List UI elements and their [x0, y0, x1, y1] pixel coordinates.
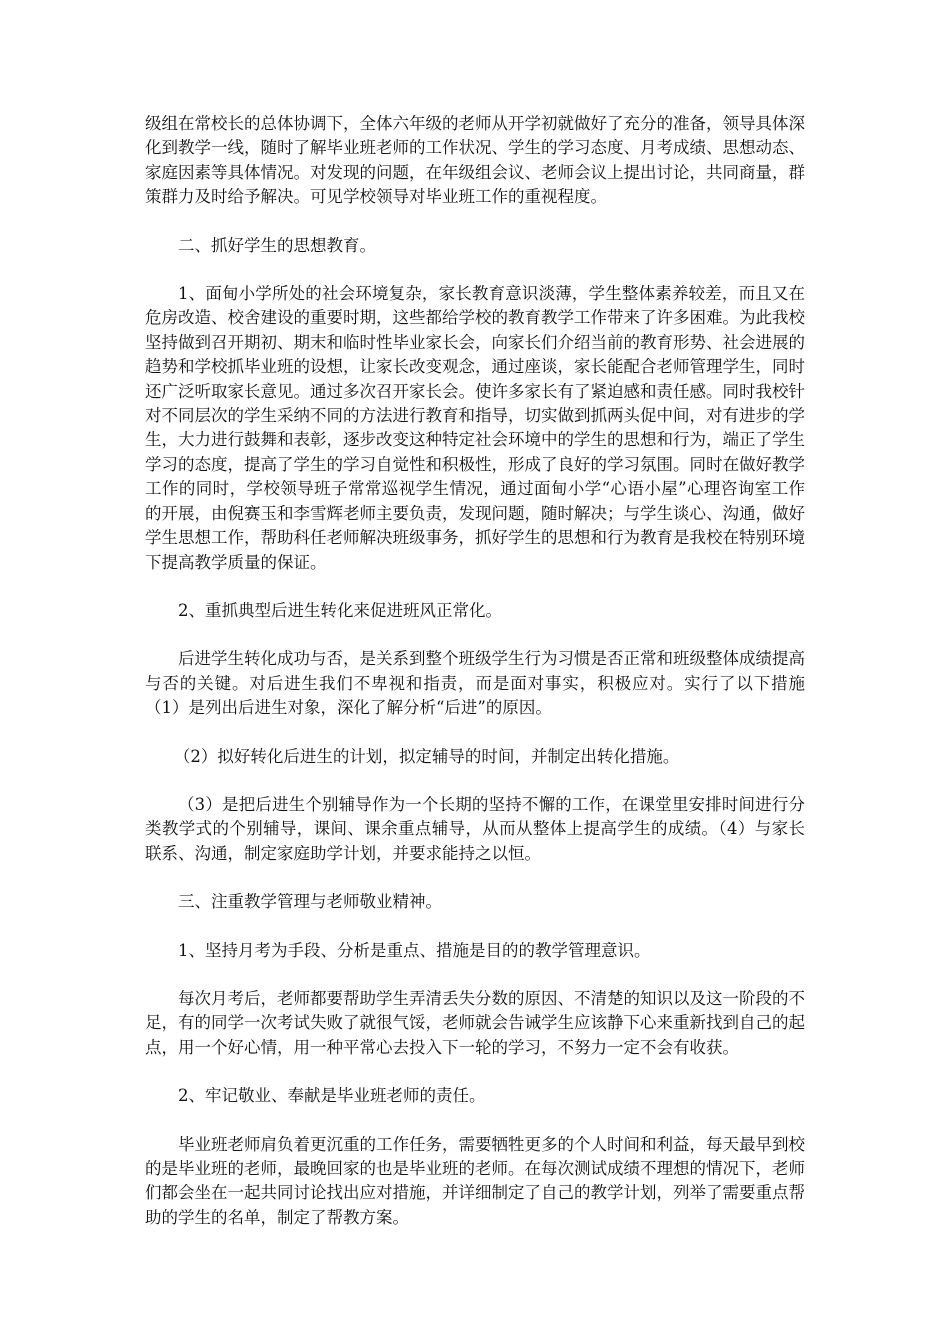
paragraph-parent-meetings: 1、面甸小学所处的社会环境复杂，家长教育意识淡薄，学生整体素养较差，而且又在危房改造、校舍建设的重要时期，这些都给学校的教育教学工作带来了许多困难。为此我校坚持做到召开期初、期末和临时性毕业家长会，向家长们介绍当前的教育形势、社会进展的趋势和学校抓毕业班的设想，让家长改变观念，通过座谈，家长能配合老师管理学生，同时还广泛听取家长意见。通过多次召开家长会。使许多家长有了紧迫感和责任感。同时我校针对不同层次的学生采纳不同的方法进行教育和指导，切实做到抓两头促中间，对有进步的学生，大力进行鼓舞和表彰，逐步改变这种特定社会环境中的学生的思想和行为，端正了学生学习的态度，提高了学生的学习自觉性和积极性，形成了良好的学习氛围。同时在做好教学工作的同时，学校领导班子常常巡视学生情况，通过面甸小学“心语小屋”心理咨询室工作的开展，由倪赛玉和李雪辉老师主要负责，发现问题，随时解决；与学生谈心、沟通，做好学生思想工作，帮助科任老师解决班级事务，抓好学生的思想和行为教育是我校在特别环境下提高教学质量的保证。: [145, 284, 805, 572]
section-heading-teaching-management: 三、注重教学管理与老师敬业精神。: [178, 892, 442, 912]
paragraph-monthly-exams: 每次月考后，老师都要帮助学生弄清丢失分数的原因、不清楚的知识以及这一阶段的不足，有的同学一次考试失败了就很气馁，老师就会告诫学生应该静下心来重新找到自己的起点，用一个好心情，用一种平常心去投入下一轮的学习，不努力一定不会有收获。: [145, 988, 805, 1057]
paragraph-dedication: 毕业班老师肩负着更沉重的工作任务，需要牺牲更多的个人时间和利益，每天最早到校的是毕业班的老师，最晚回家的也是毕业班的老师。在每次测试成绩不理想的情况下，老师们都会坐在一起共同讨论找出应对措施，并详细制定了自己的教学计划，列举了需要重点帮助的学生的名单，制定了帮教方案。: [145, 1134, 805, 1227]
paragraph-intro: 级组在常校长的总体协调下，全体六年级的老师从开学初就做好了充分的准备，领导具体深化到教学一线，随时了解毕业班老师的工作状况、学生的学习态度、月考成绩、思想动态、家庭因素等具体情况。对发现的问题，在年级组会议、老师会议上提出讨论，共同商量，群策群力及时给予解决。可见学校领导对毕业班工作的重视程度。: [145, 114, 805, 207]
paragraph-lagging-students: 后进学生转化成功与否，是关系到整个班级学生行为习惯是否正常和班级整体成绩提高与否的关键。对后进生我们不卑视和指责，而是面对事实，积极应对。实行了以下措施（1）是列出后进生对象，深化了解分析“后进”的原因。: [145, 649, 805, 718]
paragraph-measure-3-4: （3）是把后进生个别辅导作为一个长期的坚持不懈的工作，在课堂里安排时间进行分类教学式的个别辅导，课间、课余重点辅导，从而从整体上提高学生的成绩。（4）与家长联系、沟通，制定家庭助学计划，并要求能持之以恒。: [145, 794, 805, 863]
subheading-dedication: 2、牢记敬业、奉献是毕业班老师的责任。: [178, 1086, 486, 1106]
section-heading-thought-education: 二、抓好学生的思想教育。: [178, 235, 376, 255]
subheading-lagging-students: 2、重抓典型后进生转化来促进班风正常化。: [178, 600, 502, 620]
document-body: [145, 112, 805, 1254]
paragraph-measure-2: （2）拟好转化后进生的计划，拟定辅导的时间，并制定出转化措施。: [173, 746, 680, 766]
subheading-monthly-exams: 1、坚持月考为手段、分析是重点、措施是目的的教学管理意识。: [178, 940, 651, 960]
